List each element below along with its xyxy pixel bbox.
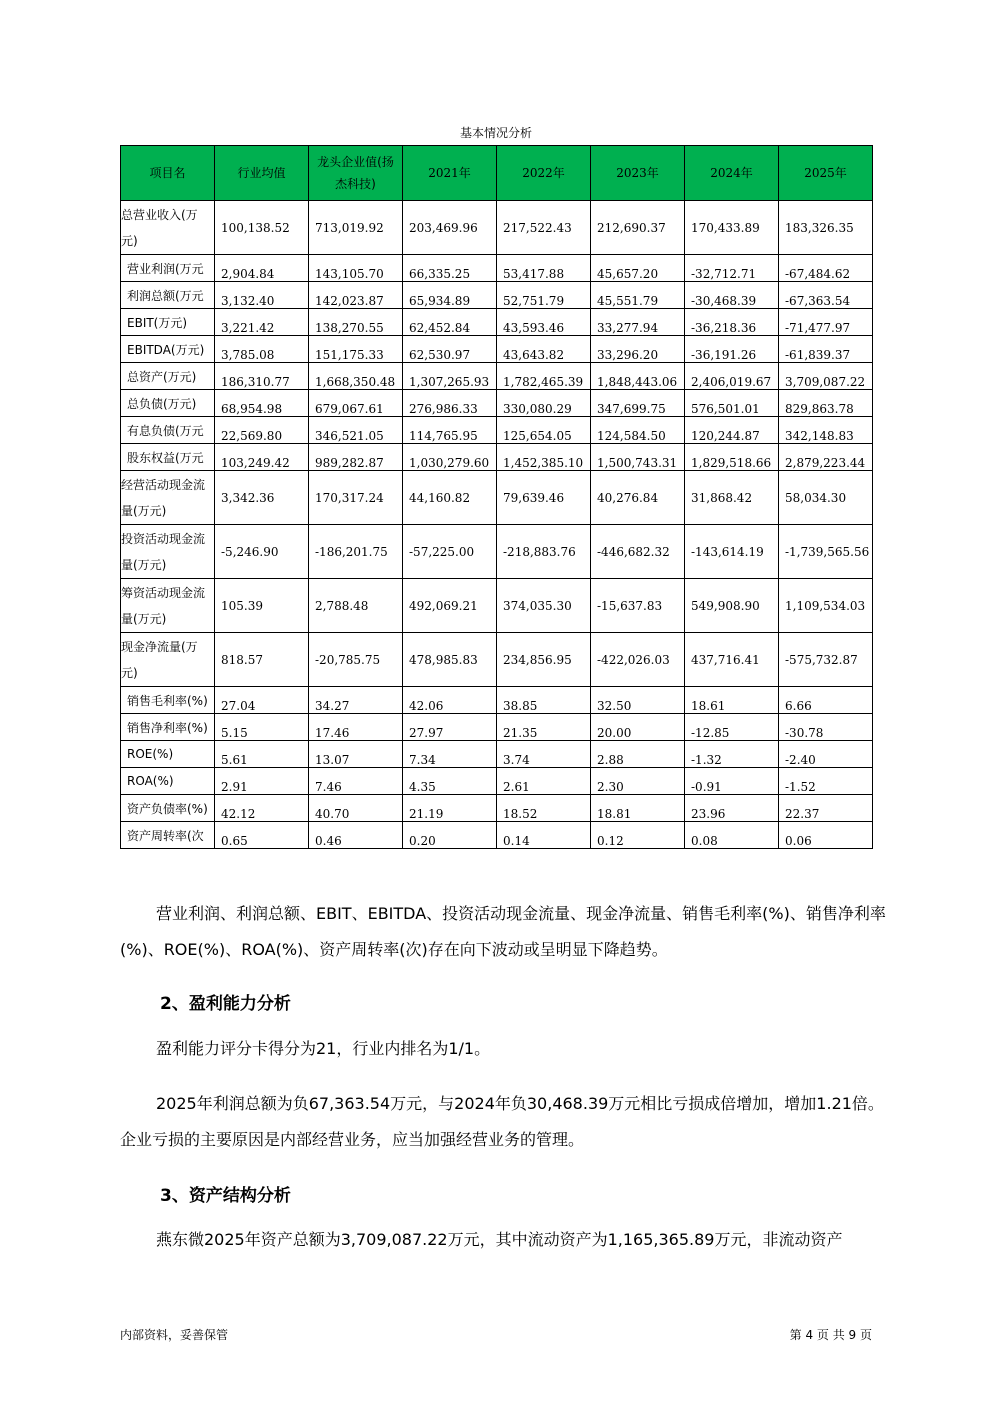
table-cell: 66,335.25 <box>403 255 497 282</box>
table-cell: 1,848,443.06 <box>591 363 685 390</box>
table-cell: -30.78 <box>779 714 873 741</box>
table-cell: 3,785.08 <box>215 336 309 363</box>
table-cell: 2.61 <box>497 768 591 795</box>
table-cell: 20.00 <box>591 714 685 741</box>
table-cell: 2,879,223.44 <box>779 444 873 471</box>
table-row <box>121 768 873 795</box>
trend-paragraph: 营业利润、利润总额、EBIT、EBITDA、投资活动现金流量、现金净流量、销售毛利率(%)、销售净利率(%)、ROE(%)、ROA(%)、资产周转率(次)存在向下波动或呈明显下降趋势。 <box>120 904 886 959</box>
table-cell: 65,934.89 <box>403 282 497 309</box>
table-cell: 114,765.95 <box>403 417 497 444</box>
table-row <box>121 633 873 687</box>
table-row <box>121 714 873 741</box>
table-row <box>121 741 873 768</box>
table-cell: 3,709,087.22 <box>779 363 873 390</box>
table-row <box>121 336 873 363</box>
row-label: 筹资活动现金流量(万元) <box>121 579 215 633</box>
table-cell: 0.20 <box>403 822 497 849</box>
table-cell: -5,246.90 <box>215 525 309 579</box>
header-cell: 2024年 <box>685 146 779 201</box>
table-cell: -57,225.00 <box>403 525 497 579</box>
row-label: 投资活动现金流量(万元) <box>121 525 215 579</box>
table-cell: 3,221.42 <box>215 309 309 336</box>
table-cell: 124,584.50 <box>591 417 685 444</box>
table-cell: 347,699.75 <box>591 390 685 417</box>
table-row <box>121 795 873 822</box>
table-cell: 7.34 <box>403 741 497 768</box>
row-label: 有息负债(万元 <box>121 417 215 444</box>
table-cell: 27.97 <box>403 714 497 741</box>
table-cell: 21.35 <box>497 714 591 741</box>
table-row <box>121 201 873 255</box>
table-cell: 53,417.88 <box>497 255 591 282</box>
table-cell: 492,069.21 <box>403 579 497 633</box>
table-cell: 18.52 <box>497 795 591 822</box>
header-cell: 2025年 <box>779 146 873 201</box>
table-row <box>121 309 873 336</box>
row-label: EBIT(万元) <box>121 309 215 336</box>
table-cell: 22.37 <box>779 795 873 822</box>
row-label: 营业利润(万元 <box>121 255 215 282</box>
header-cell: 行业均值 <box>215 146 309 201</box>
table-row <box>121 471 873 525</box>
row-label: ROA(%) <box>121 768 215 795</box>
table-cell: 1,452,385.10 <box>497 444 591 471</box>
table-row <box>121 417 873 444</box>
table-cell: 276,986.33 <box>403 390 497 417</box>
table-cell: 6.66 <box>779 687 873 714</box>
row-label: 总营业收入(万元) <box>121 201 215 255</box>
table-cell: 170,433.89 <box>685 201 779 255</box>
table-cell: -143,614.19 <box>685 525 779 579</box>
row-label: 股东权益(万元 <box>121 444 215 471</box>
table-cell: -1,739,565.56 <box>779 525 873 579</box>
table-cell: 2,904.84 <box>215 255 309 282</box>
table-cell: 79,639.46 <box>497 471 591 525</box>
table-cell: -36,218.36 <box>685 309 779 336</box>
header-cell: 龙头企业值(扬杰科技) <box>309 146 403 201</box>
row-label: 总负债(万元) <box>121 390 215 417</box>
table-cell: 330,080.29 <box>497 390 591 417</box>
table-cell: 7.46 <box>309 768 403 795</box>
table-cell: 2,406,019.67 <box>685 363 779 390</box>
table-cell: 2.30 <box>591 768 685 795</box>
table-cell: 3.74 <box>497 741 591 768</box>
table-cell: 68,954.98 <box>215 390 309 417</box>
table-cell: 21.19 <box>403 795 497 822</box>
table-cell: 437,716.41 <box>685 633 779 687</box>
table-cell: 13.07 <box>309 741 403 768</box>
section-heading-assets: 3、资产结构分析 <box>160 1186 291 1206</box>
table-row <box>121 822 873 849</box>
row-label: ROE(%) <box>121 741 215 768</box>
table-cell: 342,148.83 <box>779 417 873 444</box>
financial-table <box>120 145 873 849</box>
table-cell: 100,138.52 <box>215 201 309 255</box>
footer-confidential: 内部资料，妥善保管 <box>120 1328 229 1342</box>
table-cell: 203,469.96 <box>403 201 497 255</box>
table-cell: 32.50 <box>591 687 685 714</box>
table-cell: 4.35 <box>403 768 497 795</box>
table-cell: 3,342.36 <box>215 471 309 525</box>
table-cell: 40,276.84 <box>591 471 685 525</box>
table-cell: 346,521.05 <box>309 417 403 444</box>
table-row <box>121 255 873 282</box>
table-cell: -575,732.87 <box>779 633 873 687</box>
table-cell: -2.40 <box>779 741 873 768</box>
table-cell: -67,363.54 <box>779 282 873 309</box>
table-cell: 170,317.24 <box>309 471 403 525</box>
table-cell: -32,712.71 <box>685 255 779 282</box>
table-cell: -422,026.03 <box>591 633 685 687</box>
table-cell: 42.06 <box>403 687 497 714</box>
table-cell: 2,788.48 <box>309 579 403 633</box>
row-label: 经营活动现金流量(万元) <box>121 471 215 525</box>
table-cell: 713,019.92 <box>309 201 403 255</box>
table-cell: -61,839.37 <box>779 336 873 363</box>
table-cell: 42.12 <box>215 795 309 822</box>
table-cell: 17.46 <box>309 714 403 741</box>
row-label: 资产周转率(次 <box>121 822 215 849</box>
table-cell: 212,690.37 <box>591 201 685 255</box>
table-cell: 138,270.55 <box>309 309 403 336</box>
table-cell: 2.88 <box>591 741 685 768</box>
table-cell: 549,908.90 <box>685 579 779 633</box>
table-cell: 33,277.94 <box>591 309 685 336</box>
table-row <box>121 444 873 471</box>
table-cell: 679,067.61 <box>309 390 403 417</box>
table-cell: 44,160.82 <box>403 471 497 525</box>
table-cell: 31,868.42 <box>685 471 779 525</box>
row-label: 总资产(万元) <box>121 363 215 390</box>
header-cell: 2022年 <box>497 146 591 201</box>
table-row <box>121 390 873 417</box>
table-cell: 33,296.20 <box>591 336 685 363</box>
table-cell: 5.15 <box>215 714 309 741</box>
table-cell: 0.65 <box>215 822 309 849</box>
table-cell: 58,034.30 <box>779 471 873 525</box>
header-cell: 2023年 <box>591 146 685 201</box>
table-cell: 142,023.87 <box>309 282 403 309</box>
table-cell: -1.52 <box>779 768 873 795</box>
table-cell: 40.70 <box>309 795 403 822</box>
table-cell: 818.57 <box>215 633 309 687</box>
row-label: EBITDA(万元) <box>121 336 215 363</box>
table-cell: 0.08 <box>685 822 779 849</box>
score-paragraph: 盈利能力评分卡得分为21，行业内排名为1/1。 <box>156 1039 491 1058</box>
table-cell: 576,501.01 <box>685 390 779 417</box>
row-label: 资产负债率(%) <box>121 795 215 822</box>
table-cell: 62,452.84 <box>403 309 497 336</box>
table-cell: -15,637.83 <box>591 579 685 633</box>
table-cell: -1.32 <box>685 741 779 768</box>
table-cell: -446,682.32 <box>591 525 685 579</box>
table-cell: 22,569.80 <box>215 417 309 444</box>
table-cell: -71,477.97 <box>779 309 873 336</box>
table-cell: 1,500,743.31 <box>591 444 685 471</box>
footer-page-number: 第 4 页 共 9 页 <box>789 1328 872 1342</box>
table-cell: 43,593.46 <box>497 309 591 336</box>
table-cell: 829,863.78 <box>779 390 873 417</box>
table-cell: 34.27 <box>309 687 403 714</box>
table-header-row <box>121 146 873 201</box>
table-cell: -186,201.75 <box>309 525 403 579</box>
table-row <box>121 687 873 714</box>
table-cell: 0.46 <box>309 822 403 849</box>
table-cell: -218,883.76 <box>497 525 591 579</box>
table-row <box>121 579 873 633</box>
table-cell: 2.91 <box>215 768 309 795</box>
row-label: 利润总额(万元 <box>121 282 215 309</box>
table-cell: 0.06 <box>779 822 873 849</box>
table-cell: 62,530.97 <box>403 336 497 363</box>
table-cell: 183,326.35 <box>779 201 873 255</box>
table-row <box>121 525 873 579</box>
table-cell: 125,654.05 <box>497 417 591 444</box>
table-cell: 45,551.79 <box>591 282 685 309</box>
table-cell: -36,191.26 <box>685 336 779 363</box>
table-cell: 1,829,518.66 <box>685 444 779 471</box>
table-cell: -67,484.62 <box>779 255 873 282</box>
table-cell: -20,785.75 <box>309 633 403 687</box>
table-cell: 27.04 <box>215 687 309 714</box>
table-cell: 45,657.20 <box>591 255 685 282</box>
table-cell: 217,522.43 <box>497 201 591 255</box>
row-label: 销售净利率(%) <box>121 714 215 741</box>
table-cell: 143,105.70 <box>309 255 403 282</box>
table-cell: 186,310.77 <box>215 363 309 390</box>
row-label: 现金净流量(万元) <box>121 633 215 687</box>
table-cell: 52,751.79 <box>497 282 591 309</box>
table-cell: 151,175.33 <box>309 336 403 363</box>
table-row <box>121 363 873 390</box>
table-cell: 5.61 <box>215 741 309 768</box>
table-cell: 1,668,350.48 <box>309 363 403 390</box>
table-cell: 18.61 <box>685 687 779 714</box>
loss-paragraph: 2025年利润总额为负67,363.54万元，与2024年负30,468.39万元相比亏损成倍增加，增加1.21倍。企业亏损的主要原因是内部经营业务，应当加强经营业务的管理。 <box>120 1094 884 1149</box>
table-cell: 989,282.87 <box>309 444 403 471</box>
table-cell: 234,856.95 <box>497 633 591 687</box>
row-label: 销售毛利率(%) <box>121 687 215 714</box>
table-cell: 103,249.42 <box>215 444 309 471</box>
table-cell: 0.14 <box>497 822 591 849</box>
table-cell: 18.81 <box>591 795 685 822</box>
table-cell: -0.91 <box>685 768 779 795</box>
table-cell: 1,109,534.03 <box>779 579 873 633</box>
section-heading-profitability: 2、盈利能力分析 <box>160 994 291 1014</box>
table-cell: 374,035.30 <box>497 579 591 633</box>
table-cell: -30,468.39 <box>685 282 779 309</box>
assets-paragraph: 燕东微2025年资产总额为3,709,087.22万元，其中流动资产为1,165,365.89万元，非流动资产 <box>156 1230 843 1249</box>
table-cell: 3,132.40 <box>215 282 309 309</box>
table-cell: 23.96 <box>685 795 779 822</box>
table-cell: 1,307,265.93 <box>403 363 497 390</box>
header-cell: 项目名 <box>121 146 215 201</box>
table-cell: 43,643.82 <box>497 336 591 363</box>
table-cell: 478,985.83 <box>403 633 497 687</box>
table-cell: 1,030,279.60 <box>403 444 497 471</box>
table-row <box>121 282 873 309</box>
table-cell: 120,244.87 <box>685 417 779 444</box>
table-cell: 105.39 <box>215 579 309 633</box>
table-cell: 0.12 <box>591 822 685 849</box>
table-cell: -12.85 <box>685 714 779 741</box>
table-cell: 38.85 <box>497 687 591 714</box>
table-cell: 1,782,465.39 <box>497 363 591 390</box>
header-cell: 2021年 <box>403 146 497 201</box>
table-caption: 基本情况分析 <box>459 126 532 140</box>
